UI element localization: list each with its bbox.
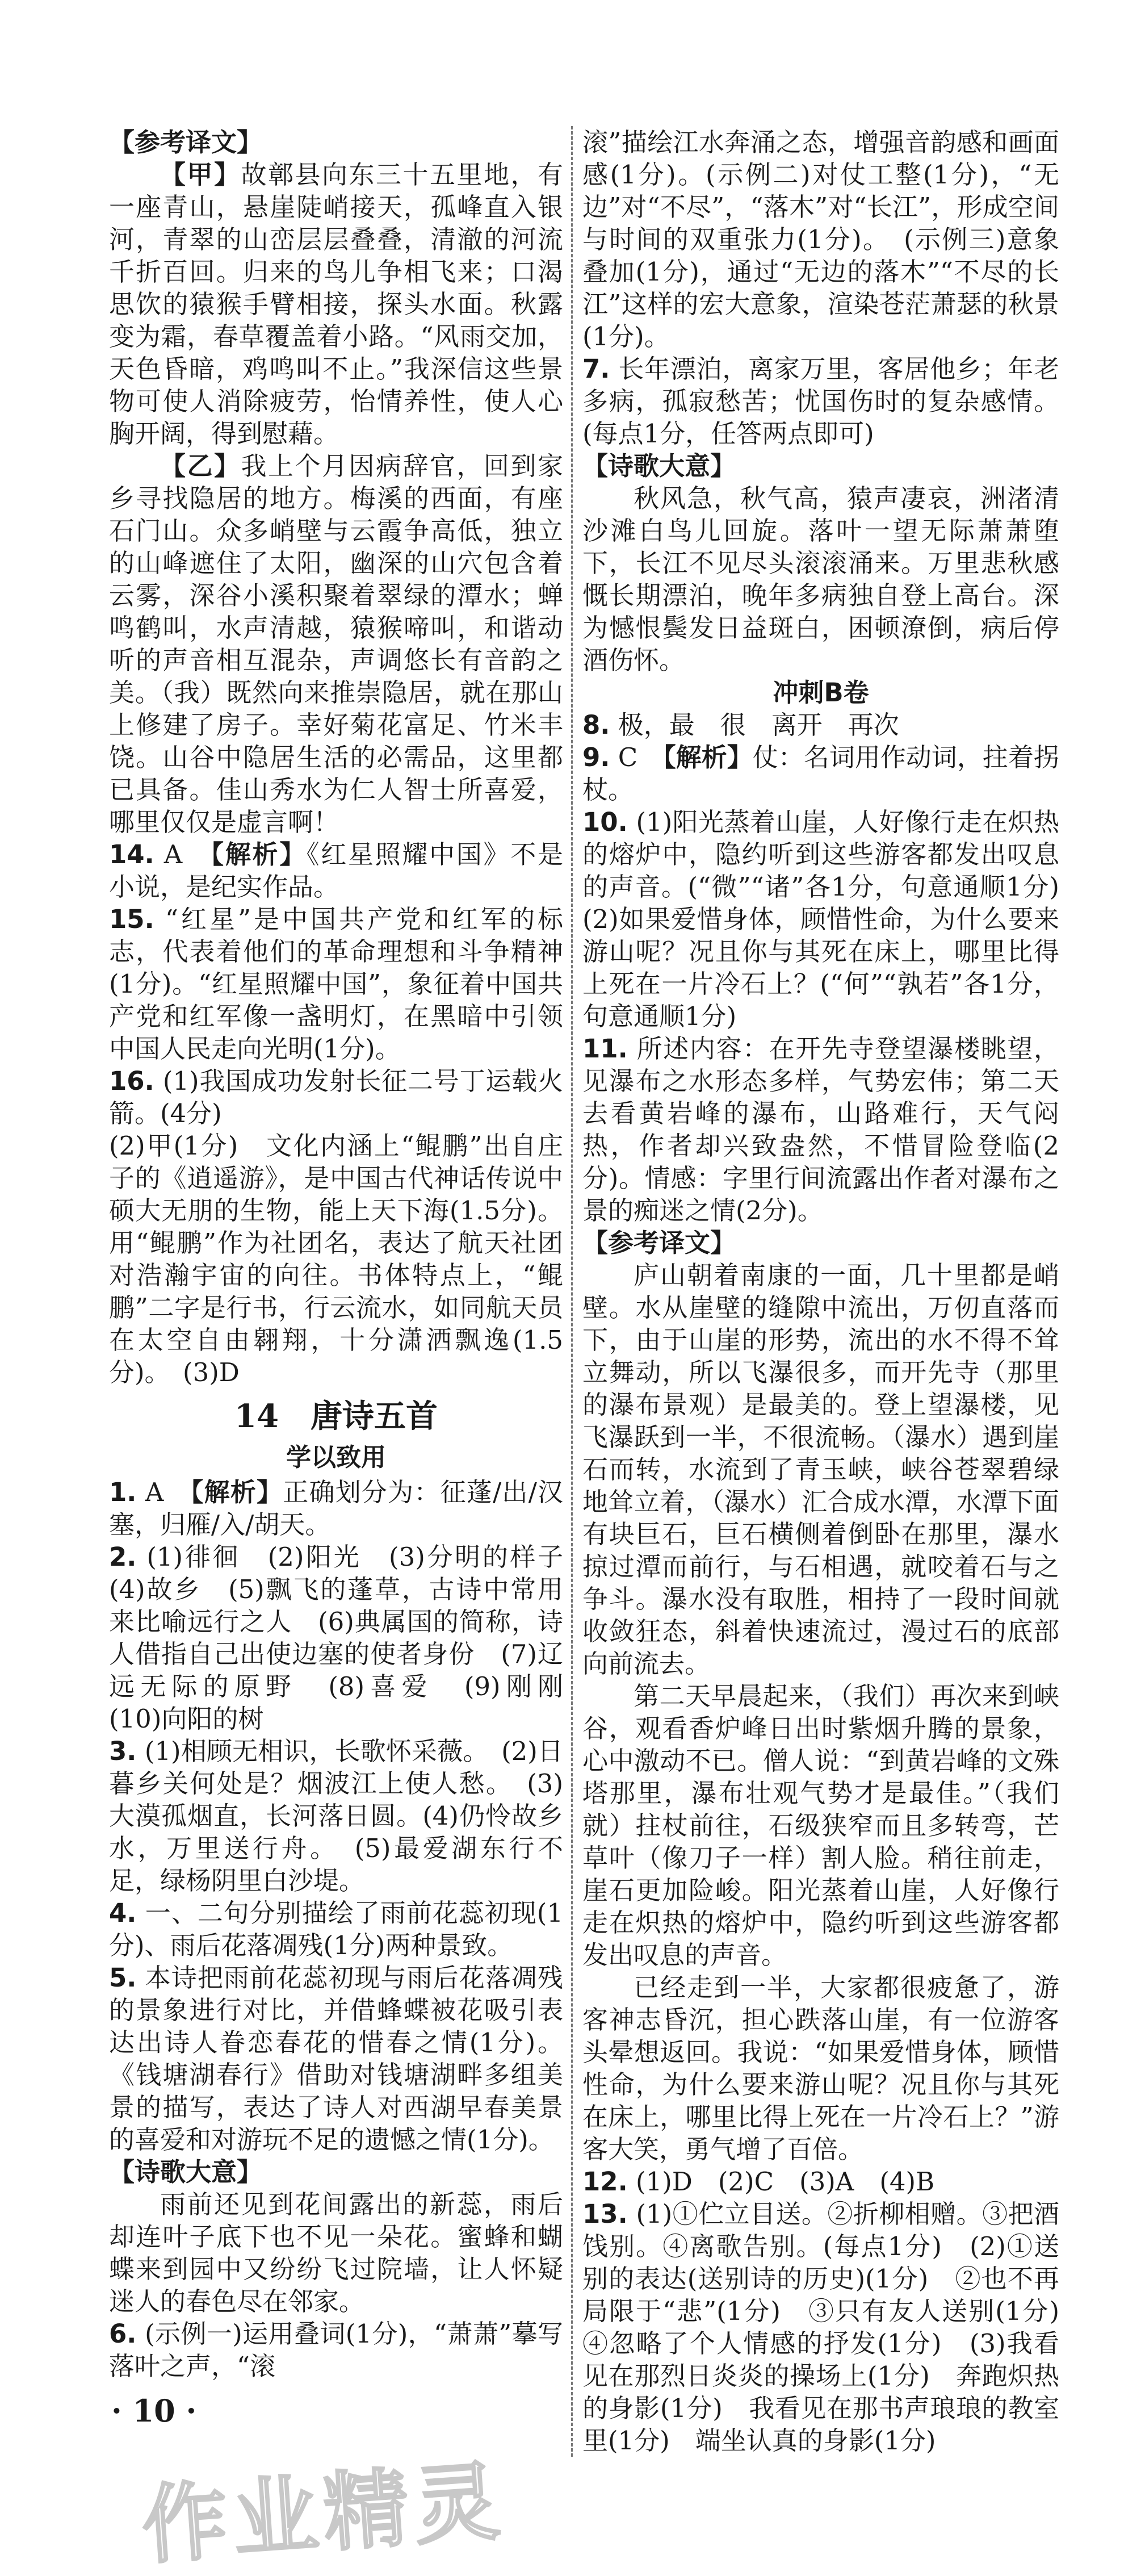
text: 学以致用: [286, 1443, 386, 1472]
text: 第二天早晨起来，（我们）再次来到峡谷，观看香炉峰日出时紫烟升腾的景象，心中激动不已。僧人说：“到黄岩峰的文殊塔那里，瀑布壮观气势才是最佳。”（我们就）拄杖前往，石级狭窄而且多转弯，芒草叶（像刀子一样）割人脸。稍往前走，崖石更加险峻。阳光蒸着山崖，人好像行走在炽热的熔炉中，隐约听到这些游客都发出叹息的声音。: [582, 1681, 1059, 1970]
text: A: [154, 839, 211, 869]
paragraph: [582, 1259, 1059, 1680]
text: 长年漂泊，离家万里，客居他乡；年老多病，孤寂愁苦；忧国伤时的复杂感情。(每点1分，任答两点即可): [582, 354, 1059, 449]
text: 故鄣县向东三十五里地，有一座青山，悬崖陡峭接天，孤峰直入银河，青翠的山峦层层叠叠，清澈的河流千折百回。归来的鸟儿争相飞来；口渴思饮的猿猴手臂相接，探头水面。秋露变为霜，春草覆盖着小路。“风雨交加，天色昏暗，鸡鸣叫不止。”我深信这些景物可使人消除疲劳，怡情养性，使人心胸开阔，得到慰藉。: [109, 160, 563, 449]
section-subtitle: [109, 1440, 563, 1476]
bold-label: 14.: [109, 839, 154, 869]
text: C: [610, 742, 664, 772]
bold-label: 11.: [582, 1034, 628, 1064]
answer-item: [109, 2318, 563, 2382]
answer-item: [109, 1897, 563, 1962]
text: (1)徘徊 (2)阳光 (3)分明的样子 (4)故乡 (5)飘飞的蓬草，古诗中常用来比喻远行之人 (6)典属国的简称，诗人借指自己出使边塞的使者身份 (7)辽远无际的原野 (8)喜爱 (9)刚刚 (10)向阳的树: [109, 1542, 589, 1734]
text: “红星”是中国共产党和红军的标志，代表着他们的革命理想和斗争精神(1分)。“红星照耀中国”，象征着中国共产党和红军像一盏明灯，在黑暗中引领中国人民走向光明(1分)。: [109, 904, 563, 1064]
bold-label: 8.: [582, 710, 610, 740]
bold-label: 15.: [109, 904, 154, 934]
bold-label: 7.: [582, 354, 610, 384]
answer-item: [109, 1735, 563, 1897]
text: 雨前还见到花间露出的新蕊，雨后却连叶子底下也不见一朵花。蜜蜂和蝴蝶来到园中又纷纷飞过院墙，让人怀疑迷人的春色尽在邻家。: [109, 2189, 563, 2316]
bold-label: 10.: [582, 807, 628, 837]
paragraph: [582, 1680, 1059, 1971]
text: 《红星照耀中国》不是小说，是纪实作品。: [109, 839, 563, 902]
paragraph: [582, 1971, 1059, 2165]
answer-item: [582, 2198, 1085, 2457]
paragraph: [109, 2188, 563, 2318]
text: 庐山朝着南康的一面，几十里都是峭壁。水从崖壁的缝隙中流出，万仞直落而下，由于山崖的形势，流出的水不得不耸立舞动，所以飞瀑很多，而开先寺（那里的瀑布景观）是最美的。登上望瀑楼，见飞瀑跃到一半，不很流畅。（瀑水）遇到崖石而转，水流到了青玉峡，峡谷苍翠碧绿地耸立着，（瀑水）汇合成水潭，水潭下面有块巨石，巨石横侧着倒卧在那里，瀑水掠过潭而前行，与石相遇，就咬着石与之争斗。瀑水没有取胜，相持了一段时间就收敛狂态，斜着快速流过，漫过石的底部向前流去。: [582, 1260, 1059, 1679]
bold-label: 12.: [582, 2167, 628, 2197]
text: 秋风急，秋气高，猿声凄哀，洲渚清沙滩白鸟儿回旋。落叶一望无际萧萧堕下，长江不见尽头滚滚涌来。万里悲秋感慨长期漂泊，晚年多病独自登上高台。深为憾恨鬓发日益斑白，困顿潦倒，病后停酒伤怀。: [582, 483, 1059, 675]
text: 我上个月因病辞官，回到家乡寻找隐居的地方。梅溪的西面，有座石门山。众多峭壁与云霞争高低，独立的山峰遮住了太阳，幽深的山穴包含着云雾，深谷小溪积聚着翠绿的潭水；蝉鸣鹤叫，水声清越，猿猴啼叫，和谐动听的声音相互混杂，声调悠长有音韵之美。（我）既然向来推崇隐居，就在那山上修建了房子。幸好菊花富足、竹米丰饶。山谷中隐居生活的必需品，这里都已具备。佳山秀水为仁人智士所喜爱，哪里仅仅是虚言啊！: [109, 451, 563, 837]
text: 已经走到一半，大家都很疲惫了，游客神志昏沉，担心跌落山崖，有一位游客头晕想返回。我说：“如果爱惜身体，顾惜性命，为什么要来游山呢？况且你与其死在床上，哪里比得上死在一片冷石上？”游客大笑，勇气增了百倍。: [582, 1972, 1059, 2164]
text: (示例一)运用叠词(1分)，“萧萧”摹写落叶之声，“滚: [109, 2319, 563, 2381]
text: 所述内容：在开先寺登望瀑楼眺望，见瀑布之水形态多样，气势宏伟；第二天去看黄岩峰的瀑布，山路难行，天气闷热，作者却兴致盎然，不惜冒险登临(2分)。情感：字里行间流露出作者对瀑布之景的痴迷之情(2分)。: [582, 1034, 1059, 1226]
answer-item: [582, 709, 1059, 741]
bold-label: 3.: [109, 1736, 137, 1766]
answer-item: [109, 1065, 563, 1130]
answer-item: [582, 741, 1059, 806]
text: 极，最 很 离开 再次: [610, 710, 899, 740]
paragraph: [582, 482, 1059, 676]
answer-item: [582, 126, 1059, 353]
bold-label: 13.: [582, 2199, 628, 2229]
answer-item: [582, 1032, 1059, 1227]
text: (1)我国成功发射长征二号丁运载火箭。(4分): [109, 1066, 563, 1128]
answer-item: [582, 806, 1085, 1032]
section-heading: [582, 676, 1059, 709]
text: 【诗歌大意】: [109, 2157, 263, 2187]
answer-item: [109, 903, 563, 1065]
text: 【诗歌大意】: [582, 451, 736, 481]
text: (2)甲(1分) 文化内涵上“鲲鹏”出自庄子的《逍遥游》，是中国古代神话传说中硕大无朋的生物，能上天下海(1.5分)。用“鲲鹏”作为社团名，表达了航天社团对浩瀚宇宙的向往。书体特点上，“鲲鹏”二字是行书，行云流水，如同航天员在太空自由翱翔，十分潇洒飘逸(1.5分)。 (3)D: [109, 1131, 563, 1387]
bold-label: 16.: [109, 1066, 154, 1096]
text: 正确划分为：征蓬/出/汉塞，归雁/入/胡天。: [109, 1477, 563, 1540]
text: 14 唐诗五首: [234, 1398, 438, 1435]
section-heading: [582, 450, 1059, 482]
bold-label: 9.: [582, 742, 610, 772]
text: 一、二句分别描绘了雨前花蕊初现(1分)、雨后花落凋残(1分)两种景致。: [109, 1898, 563, 1960]
text: (1)阳光蒸着山崖，人好像行走在炽热的熔炉中，隐约听到这些游客都发出叹息的声音。(“微”“诸”各1分，句意通顺1分) (2)如果爱惜身体，顾惜性命，为什么要来游山呢？况且你与其死在床上，哪里比得上死在一片冷石上？(“何”“孰若”各1分，句意通顺1分): [582, 807, 1085, 1031]
section-heading: [109, 2156, 563, 2188]
answer-item: [109, 838, 563, 903]
bold-label: 1.: [109, 1477, 137, 1507]
section-heading: [582, 1227, 1059, 1259]
paragraph: [109, 158, 563, 450]
text: 仗：名词用作动词，拄着拐杖。: [582, 742, 1059, 805]
answer-item: [109, 1130, 563, 1389]
watermark-logo: 作业精灵: [139, 2450, 509, 2576]
text: 本诗把雨前花蕊初现与雨后花落凋残的景象进行对比，并借蜂蝶被花吸引表达出诗人眷恋春花的惜春之情(1分)。《钱塘湖春行》借助对钱塘湖畔多组美景的描写，表达了诗人对西湖早春美景的喜爱和对游玩不足的遗憾之情(1分)。: [109, 1963, 563, 2155]
column-divider: [571, 126, 573, 2457]
text: 【参考译文】: [109, 127, 263, 157]
bold-label: 5.: [109, 1963, 137, 1993]
text: 冲刺B卷: [773, 678, 869, 708]
text: (1)①伫立目送。②折柳相赠。③把酒饯别。④离歌告别。(每点1分) (2)①送别的表达(送别诗的历史)(1分) ②也不再局限于“悲”(1分) ③只有友人送别(1分) ④忽略了个人情感的抒发(1分) (3)我看见在那烈日炎炎的操场上(1分) 奔跑炽热的身影(1分) 我看见在那书声琅琅的教室里(1分) 端坐认真的身影(1分): [582, 2199, 1085, 2456]
bold-label: 6.: [109, 2319, 137, 2349]
text: 滚”描绘江水奔涌之态，增强音韵感和画面感(1分)。(示例二)对仗工整(1分)，“无边”对“不尽”，“落木”对“长江”，形成空间与时间的双重张力(1分)。 (示例三)意象叠加(1分)，通过“无边的落木”“不尽的长江”这样的宏大意象，渲染苍茫萧瑟的秋景(1分)。: [582, 127, 1059, 352]
text: 【参考译文】: [582, 1228, 736, 1258]
lesson-title: [109, 1393, 563, 1440]
bold-label: 【乙】: [160, 451, 241, 481]
answer-item: [109, 1541, 589, 1735]
text: (1)D (2)C (3)A (4)B: [627, 2167, 935, 2197]
right-column: [582, 126, 1085, 2457]
text: A: [136, 1477, 191, 1507]
answer-item: [582, 353, 1059, 450]
bold-label: 【甲】: [160, 160, 241, 190]
bold-label: 【解析】: [211, 839, 307, 869]
answer-item: [582, 2165, 1059, 2198]
page-number: · 10 ·: [111, 2393, 197, 2429]
left-column: [109, 126, 589, 2382]
bold-label: 2.: [109, 1542, 137, 1572]
answer-item: [109, 1962, 563, 2156]
text: (1)相顾无相识，长歌怀采薇。 (2)日暮乡关何处是？烟波江上使人愁。 (3)大漠孤烟直，长河落日圆。(4)仍怜故乡水，万里送行舟。 (5)最爱湖东行不足，绿杨阴里白沙堤。: [109, 1736, 563, 1896]
bold-label: 【解析】: [663, 742, 753, 772]
section-heading: [109, 126, 563, 158]
bold-label: 4.: [109, 1898, 137, 1928]
bold-label: 【解析】: [190, 1477, 283, 1507]
paragraph: [109, 450, 563, 838]
answer-item: [109, 1476, 563, 1541]
